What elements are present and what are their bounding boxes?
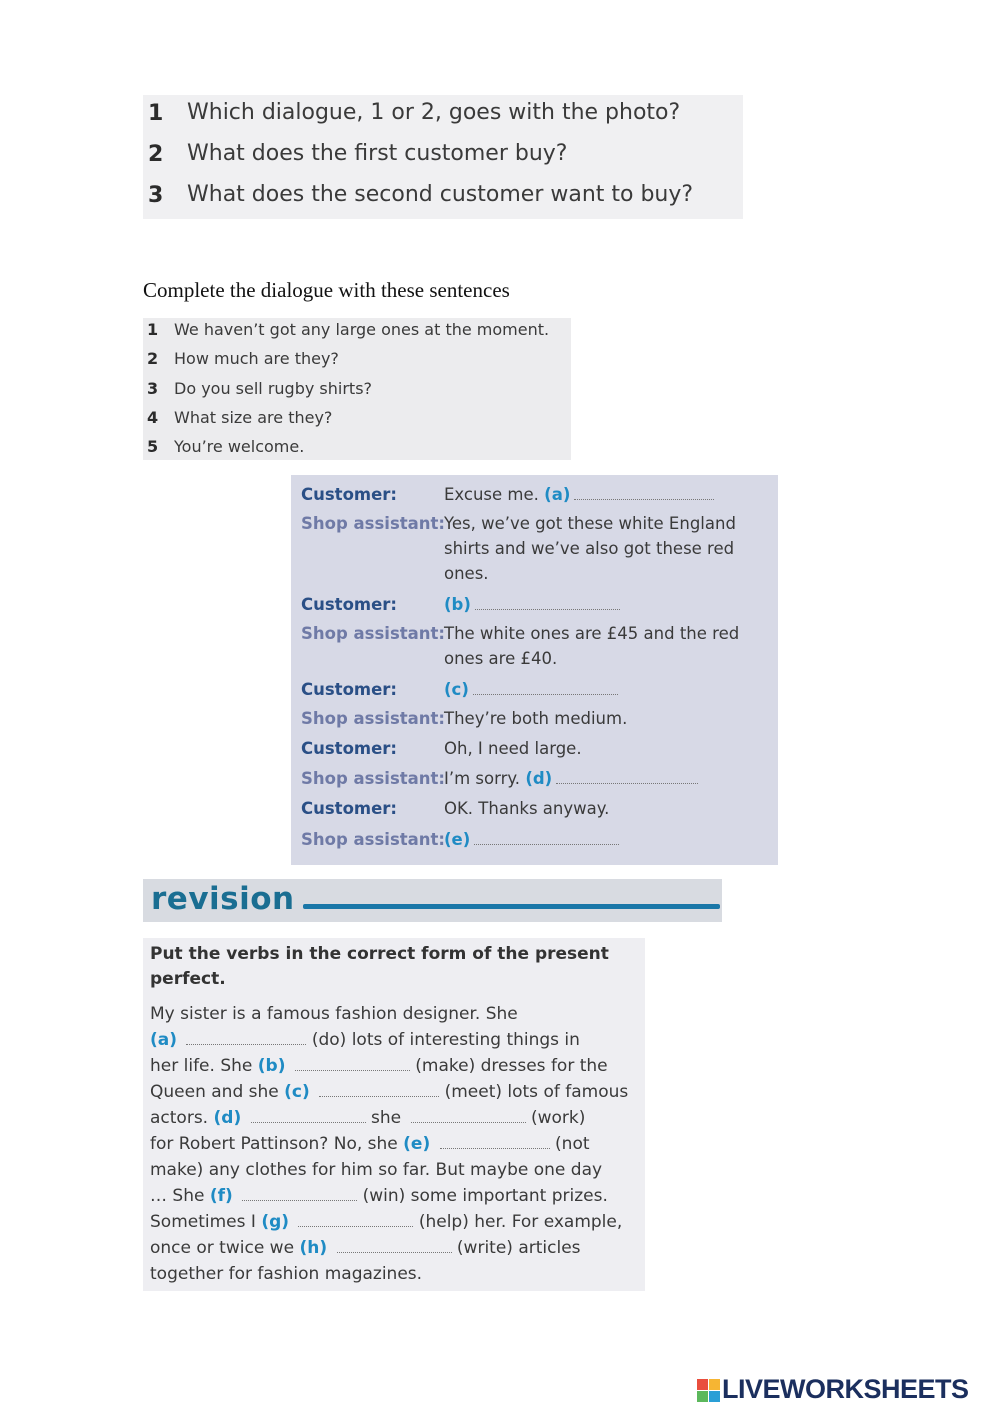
speaker-shop-assistant: Shop assistant: xyxy=(301,830,446,849)
dialogue-text: They’re both medium. xyxy=(444,709,628,728)
exercise-box xyxy=(143,938,645,1291)
logo-square xyxy=(709,1379,720,1390)
sentence-number: 2 xyxy=(147,349,159,368)
logo-square xyxy=(697,1379,708,1390)
exercise-text: once or twice we xyxy=(150,1238,295,1258)
dialogue-text: Yes, we’ve got these white England shirts and we’ve also got these red ones. xyxy=(444,514,736,583)
sentence-text: Do you sell rugby shirts? xyxy=(174,379,373,398)
sentences-box xyxy=(143,318,571,460)
exercise-line xyxy=(150,1261,422,1287)
speaker-customer: Customer: xyxy=(301,799,398,818)
logo-mark-icon xyxy=(697,1379,721,1403)
sentence-number: 3 xyxy=(147,379,159,398)
logo-square xyxy=(709,1391,720,1402)
dialogue-text: OK. Thanks anyway. xyxy=(444,799,610,818)
sentence-text: How much are they? xyxy=(174,349,339,368)
answer-blank[interactable] xyxy=(298,1214,413,1227)
gap-label: (c) xyxy=(444,680,469,699)
answer-blank[interactable] xyxy=(337,1240,452,1253)
verb-hint: (meet) lots of famous xyxy=(444,1082,629,1102)
answer-blank[interactable] xyxy=(475,597,620,610)
speaker-customer: Customer: xyxy=(301,595,398,614)
verb-hint: (help) her. For example, xyxy=(418,1212,623,1232)
dialogue-box xyxy=(291,475,778,865)
revision-banner xyxy=(143,879,722,922)
speaker-customer: Customer: xyxy=(301,485,398,504)
question-number: 3 xyxy=(148,183,164,208)
dialogue-text: Excuse me. xyxy=(444,485,539,504)
exercise-text: make) any clothes for him so far. But maybe one day xyxy=(150,1160,603,1180)
gap-label: (d) xyxy=(525,769,553,788)
gap-label: (h) xyxy=(299,1238,328,1258)
gap-label: (f) xyxy=(209,1186,233,1206)
revision-rule xyxy=(303,904,720,909)
gap-label: (c) xyxy=(284,1082,310,1102)
sentence-text: What size are they? xyxy=(174,408,333,427)
question-text: Which dialogue, 1 or 2, goes with the photo? xyxy=(187,100,681,125)
question-text: What does the first customer buy? xyxy=(187,141,568,166)
exercise-text: My sister is a famous fashion designer. She xyxy=(150,1004,518,1024)
exercise-text: her life. She xyxy=(150,1056,253,1076)
gap-label: (g) xyxy=(261,1212,290,1232)
speaker-customer: Customer: xyxy=(301,739,398,758)
exercise-line xyxy=(150,1079,628,1105)
speaker-shop-assistant: Shop assistant: xyxy=(301,769,446,788)
verb-hint: (do) lots of interesting things in xyxy=(311,1030,580,1050)
logo-text: LIVEWORKSHEETS xyxy=(722,1374,969,1404)
answer-blank[interactable] xyxy=(295,1058,410,1071)
dialogue-text: Oh, I need large. xyxy=(444,739,582,758)
speaker-customer: Customer: xyxy=(301,680,398,699)
gap-label: (d) xyxy=(213,1108,242,1128)
answer-blank[interactable] xyxy=(474,832,619,845)
gap-label: (a) xyxy=(544,485,571,504)
exercise-text: … She xyxy=(150,1186,205,1206)
answer-blank[interactable] xyxy=(319,1084,439,1097)
exercise-line xyxy=(150,1157,602,1183)
gap-label: (e) xyxy=(403,1134,431,1154)
dialogue-text: The white ones are £45 and the red ones are £40. xyxy=(444,624,740,668)
sentence-number: 1 xyxy=(147,320,159,339)
verb-hint: (make) dresses for the xyxy=(415,1056,608,1076)
exercise-text: she xyxy=(371,1108,402,1128)
exercise-line xyxy=(150,1001,518,1027)
answer-blank[interactable] xyxy=(411,1110,526,1123)
gap-label: (b) xyxy=(444,595,471,614)
exercise-text: Queen and she xyxy=(150,1082,279,1102)
instruction: Complete the dialogue with these sentences xyxy=(143,278,510,302)
dialogue-text: I’m sorry. xyxy=(444,769,521,788)
speaker-shop-assistant: Shop assistant: xyxy=(301,709,446,728)
answer-blank[interactable] xyxy=(242,1188,357,1201)
exercise-line xyxy=(150,1131,590,1157)
exercise-text: actors. xyxy=(150,1108,209,1128)
exercise-text: Sometimes I xyxy=(150,1212,256,1232)
sentence-number: 4 xyxy=(147,408,159,427)
speaker-shop-assistant: Shop assistant: xyxy=(301,624,446,643)
exercise-text: together for fashion magazines. xyxy=(150,1264,423,1284)
speaker-shop-assistant: Shop assistant: xyxy=(301,514,446,533)
answer-blank[interactable] xyxy=(473,682,618,695)
sentence-text: We haven’t got any large ones at the moment. xyxy=(174,320,550,339)
answer-blank[interactable] xyxy=(440,1136,550,1149)
questions-box xyxy=(143,95,743,219)
revision-title: revision xyxy=(151,881,295,917)
verb-hint: (write) articles xyxy=(456,1238,581,1258)
exercise-line xyxy=(150,1235,581,1261)
question-number: 1 xyxy=(148,101,164,126)
answer-blank[interactable] xyxy=(251,1110,366,1123)
exercise-line xyxy=(150,1027,580,1053)
exercise-heading: Put the verbs in the correct form of the present perfect. xyxy=(150,944,609,989)
sentence-text: You’re welcome. xyxy=(174,437,305,456)
gap-label: (b) xyxy=(257,1056,286,1076)
verb-hint: (not xyxy=(555,1134,590,1154)
answer-blank[interactable] xyxy=(556,771,698,784)
gap-label: (a) xyxy=(150,1030,178,1050)
logo-square xyxy=(697,1391,708,1402)
question-number: 2 xyxy=(148,142,164,167)
answer-blank[interactable] xyxy=(186,1032,306,1045)
exercise-line xyxy=(150,1053,608,1079)
sentence-number: 5 xyxy=(147,437,159,456)
verb-hint: (work) xyxy=(530,1108,586,1128)
verb-hint: (win) some important prizes. xyxy=(362,1186,608,1206)
exercise-line xyxy=(150,1209,622,1235)
gap-label: (e) xyxy=(444,830,471,849)
answer-blank[interactable] xyxy=(574,487,714,500)
exercise-line xyxy=(150,1105,585,1131)
exercise-line xyxy=(150,1183,608,1209)
question-text: What does the second customer want to buy? xyxy=(187,182,694,207)
exercise-text: for Robert Pattinson? No, she xyxy=(150,1134,398,1154)
